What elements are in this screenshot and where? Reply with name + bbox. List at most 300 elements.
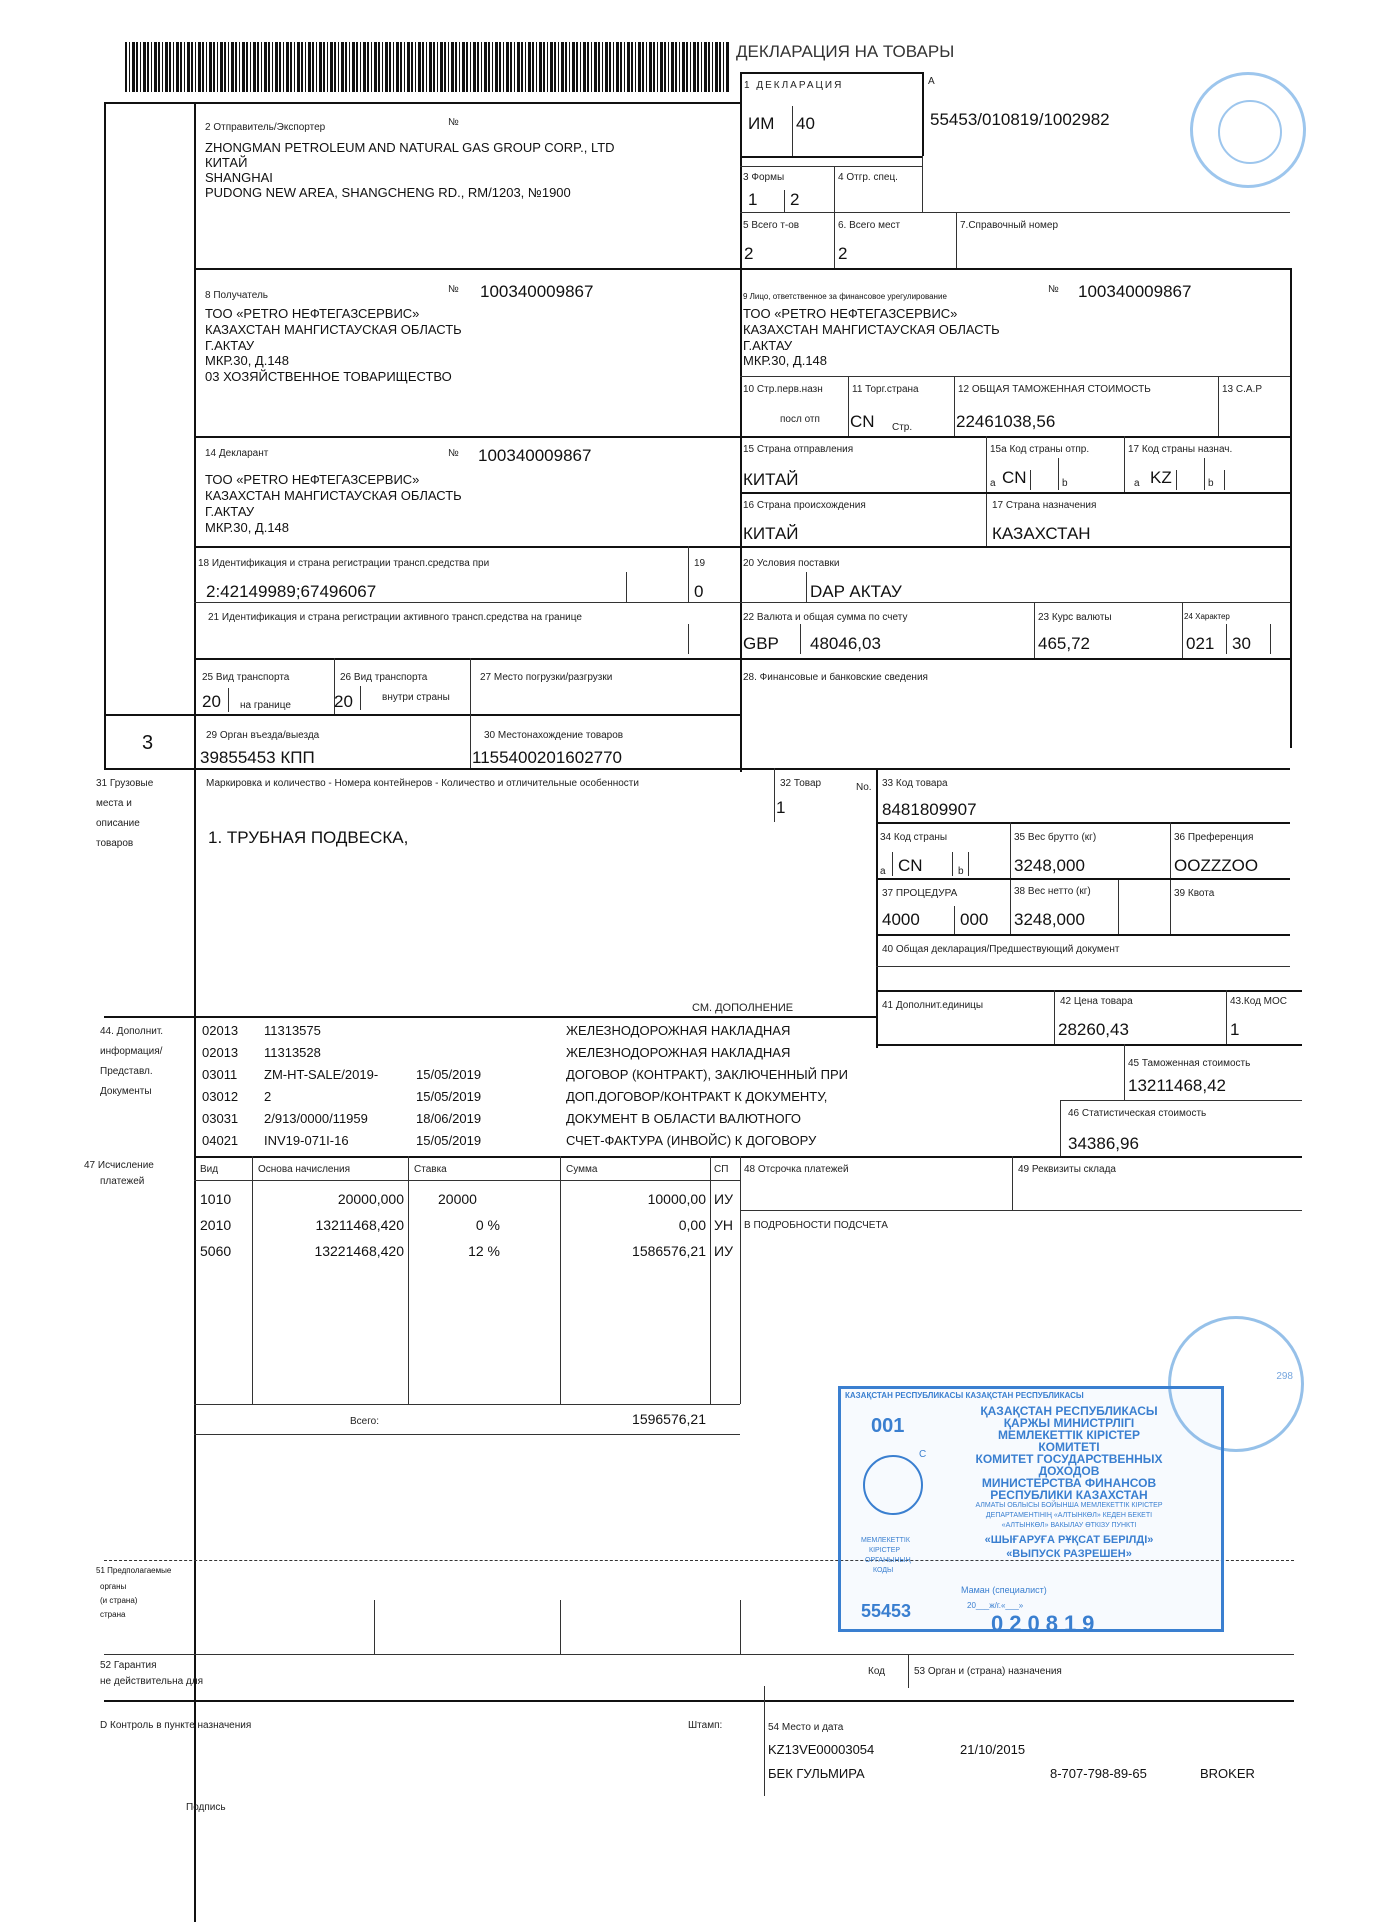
forms-1: 1 [748, 190, 758, 209]
tax-sum: 10000,00 [647, 1191, 706, 1207]
line-52-53 [908, 1654, 909, 1688]
frame-col [194, 102, 196, 1922]
line-41-42 [1054, 990, 1055, 1044]
tax-vid: 1010 [200, 1191, 232, 1207]
invoice-amount: 48046,03 [810, 634, 881, 653]
field-44-label-2: информация/ [100, 1046, 163, 1057]
line-24-tick2 [1270, 624, 1271, 654]
declarant-line-3: Г.АКТАУ [205, 504, 255, 519]
frame-left [104, 102, 106, 768]
field-15-label: 15 Страна отправления [743, 444, 854, 455]
destination-country-code: KZ [1150, 468, 1172, 487]
field-33-label: 33 Код товара [882, 778, 948, 789]
field-18-label: 18 Идентификация и страна регистрации трансп.средства при [198, 558, 490, 569]
tax-col-5 [740, 1156, 741, 1404]
item-price: 28260,43 [1058, 1020, 1129, 1039]
line-15a-tick1 [1030, 470, 1031, 490]
tax-col-4 [710, 1156, 711, 1404]
tax-rate: 12 % [468, 1243, 500, 1259]
net-weight: 3248,000 [1014, 910, 1085, 929]
field-8-label: 8 Получатель [205, 290, 268, 301]
stamp-release-kz: «ШЫҒАРУҒА РҰҚСАТ БЕРІЛДІ» [984, 1534, 1154, 1546]
field-9-label: 9 Лицо, ответственное за финансовое урегулирование [743, 292, 947, 301]
row-48-bottom [740, 1210, 1302, 1211]
financial-line-2: КАЗАХСТАН МАНГИСТАУСКАЯ ОБЛАСТЬ [743, 322, 1000, 337]
field-31-label-4: товаров [96, 838, 134, 849]
line-22-tick [800, 624, 801, 654]
doc-name: ЖЕЛЕЗНОДОРОЖНАЯ НАКЛАДНАЯ [566, 1023, 791, 1038]
field-31-head: Маркировка и количество - Номера контейнеров - Количество и отличительные особенности [206, 778, 639, 789]
field-9-no: № [1048, 284, 1059, 295]
field-32-no: No. [856, 782, 872, 793]
row-16-top [740, 492, 1290, 494]
line-18-tick [626, 572, 627, 602]
field-17a-label: 17 Код страны назнач. [1128, 444, 1233, 455]
valuation-method: 1 [1230, 1020, 1240, 1039]
signature-label: Подпись [186, 1802, 226, 1813]
doc-code: 02013 [202, 1023, 239, 1038]
field-d-label: D Контроль в пункте назначения [100, 1720, 252, 1731]
doc-name: ДОКУМЕНТ В ОБЛАСТИ ВАЛЮТНОГО [566, 1111, 802, 1126]
broker-role: BROKER [1200, 1766, 1255, 1781]
sheet-number: 3 [142, 732, 154, 754]
stamp-ru-line: РЕСПУБЛИКИ КАЗАХСТАН [990, 1488, 1148, 1502]
origin-code: CN [898, 856, 923, 875]
doc-row [202, 1020, 872, 1042]
stamp-code: 001 [871, 1415, 905, 1437]
field-31-label-1: 31 Грузовые [96, 778, 154, 789]
commodity-code: 8481809907 [882, 800, 977, 819]
origin-country: КИТАЙ [743, 524, 799, 543]
stamp-left-line: ОРГАНЫНЫҢ [865, 1557, 911, 1564]
row-40-top [876, 934, 1290, 936]
row-31-top [104, 768, 1290, 770]
doc-date: 15/05/2019 [416, 1089, 482, 1104]
exporter-line-4: PUDONG NEW AREA, SHANGCHENG RD., RM/1203, №1900 [205, 185, 571, 200]
page-title: ДЕКЛАРАЦИЯ НА ТОВАРЫ [736, 42, 955, 61]
frame-top [104, 102, 740, 104]
line-51-b [560, 1600, 561, 1654]
line-42-43 [1226, 990, 1227, 1044]
field-4-label: 4 Отгр. спец. [838, 172, 898, 183]
declarant-line-4: МКР.30, Д.148 [205, 520, 290, 535]
stamp-kz-line: ҚАЗАҚСТАН РЕСПУБЛИКАСЫ [980, 1404, 1158, 1418]
field-11-label: 11 Торг.страна [852, 384, 919, 395]
field-19-label: 19 [694, 558, 706, 569]
field-14-no: № [448, 448, 459, 459]
line-48-49 [1012, 1156, 1013, 1210]
doc-row [202, 1086, 872, 1108]
field-54-label: 54 Место и дата [768, 1722, 844, 1733]
doc-date: 15/05/2019 [416, 1067, 482, 1082]
calculation-note: В ПОДРОБНОСТИ ПОДСЧЕТА [744, 1220, 888, 1231]
line-17a-tick1 [1176, 470, 1177, 490]
doc-row [202, 1042, 872, 1064]
doc-row [202, 1108, 872, 1130]
consignee-line-5: 03 ХОЗЯЙСТВЕННОЕ ТОВАРИЩЕСТВО [205, 369, 452, 384]
stamp-left-line: МЕМЛЕКЕТТІК [861, 1537, 910, 1544]
doc-number: 2 [264, 1089, 272, 1104]
f1-box-right [922, 72, 924, 156]
tax-vid: 2010 [200, 1217, 232, 1233]
row-37-top [876, 878, 1290, 880]
line-34-tick3 [968, 852, 969, 876]
line-20-tick [806, 572, 807, 602]
line-21-tick [688, 624, 689, 654]
frame-mid [740, 72, 742, 772]
stamp-kz-line: ҚАРЖЫ МИНИСТРЛІГІ [1003, 1416, 1135, 1430]
field-12-label: 12 ОБЩАЯ ТАМОЖЕННАЯ СТОИМОСТЬ [958, 384, 1151, 395]
dispatch-country-code: CN [1002, 468, 1027, 487]
tax-head-sp: СП [714, 1164, 729, 1175]
customs-value: 13211468,42 [1128, 1076, 1227, 1095]
tax-head-base: Основа начисления [258, 1164, 350, 1175]
field-52-kod: Код [868, 1666, 886, 1677]
stamp-ru-line: ДОХОДОВ [1038, 1464, 1100, 1478]
row-41-top [876, 990, 1302, 992]
stamp-number: 020819 [991, 1611, 1101, 1636]
row-25-top [194, 658, 1290, 660]
stamp-release-ru: «ВЫПУСК РАЗРЕШЕН» [1006, 1548, 1132, 1560]
doc-code: 03012 [202, 1089, 239, 1104]
tax-sp: УН [714, 1217, 734, 1233]
tax-base: 13221468,420 [314, 1243, 404, 1259]
tax-head-line [194, 1180, 740, 1181]
stamp-left-line: КОДЫ [873, 1567, 894, 1574]
field-2-no: № [448, 117, 459, 128]
row-47-top [194, 1156, 1302, 1158]
line-3-4 [834, 166, 835, 270]
field-47-label-1: 47 Исчисление [84, 1160, 154, 1171]
field-47-label-2: платежей [100, 1176, 145, 1187]
row-8-top [194, 268, 1290, 270]
field-53-label: 53 Орган и (страна) назначения [914, 1666, 1062, 1677]
row-44-top [104, 1016, 876, 1018]
stamp-post: 55453 [861, 1601, 912, 1621]
field-2-label: 2 Отправитель/Экспортер [205, 122, 326, 133]
field-23-label: 23 Курс валюты [1038, 612, 1112, 623]
row-43-bottom [876, 1044, 1302, 1046]
doc-code: 03011 [202, 1067, 238, 1082]
stamp-kz-line: МЕМЛЕКЕТТІК КІРІСТЕР [997, 1428, 1141, 1442]
doc-number: 11313528 [264, 1045, 321, 1060]
stamp-dept-line: «АЛТЫНКӨЛ» ВАКЫЛАУ ӨТКІЗУ ПУНКТІ [1001, 1522, 1137, 1529]
line-37-tick [954, 906, 955, 934]
line-34-tick2 [952, 852, 953, 876]
field-11-sub: Стр. [892, 422, 913, 433]
doc-code: 02013 [202, 1045, 239, 1060]
field-49-label: 49 Реквизиты склада [1018, 1164, 1116, 1175]
doc-code: 03031 [202, 1111, 239, 1126]
field-37-label: 37 ПРОЦЕДУРА [882, 888, 958, 899]
field-8-no: № [448, 284, 459, 295]
line-d-54 [764, 1686, 765, 1796]
field-26-label: 26 Вид транспорта [340, 672, 428, 683]
total-items: 2 [744, 244, 754, 263]
tax-total: 1596576,21 [632, 1411, 706, 1427]
financial-line-1: ТОО «PETRO НЕФТЕГАЗСЕРВИС» [743, 306, 958, 321]
field-51-label-3: (и страна) [100, 1596, 138, 1605]
consignee-line-3: Г.АКТАУ [205, 338, 255, 353]
tax-rate: 20000 [438, 1191, 477, 1207]
field-38-label: 38 Вес нетто (кг) [1014, 886, 1091, 897]
release-stamp [838, 1386, 1224, 1636]
row-54-top [104, 1700, 1294, 1702]
field-14-label: 14 Декларант [205, 448, 269, 459]
stamp-kz-line: КОМИТЕТІ [1038, 1440, 1100, 1454]
gross-weight: 3248,000 [1014, 856, 1085, 875]
line-17a-tick2 [1204, 458, 1205, 490]
doc-name: СЧЕТ-ФАКТУРА (ИНВОЙС) К ДОГОВОРУ [566, 1133, 817, 1148]
line-23-24 [1182, 602, 1183, 658]
documents-list [202, 1020, 872, 1152]
barcode [125, 42, 730, 92]
tax-col-3 [560, 1156, 561, 1404]
stamp-top-text: КАЗАҚСТАН РЕСПУБЛИКАСЫ КАЗАҚСТАН РЕСПУБЛИКАСЫ [845, 1391, 1084, 1400]
field-25-sub: на границе [240, 700, 291, 711]
line-46-left [1060, 1100, 1061, 1156]
consignee-line-2: КАЗАХСТАН МАНГИСТАУСКАЯ ОБЛАСТЬ [205, 322, 462, 337]
entry-office: 39855453 КПП [200, 748, 315, 767]
financial-line-3: Г.АКТАУ [743, 338, 793, 353]
line-5-top [740, 212, 1290, 213]
doc-number: ZM-HT-SALE/2019- [264, 1067, 379, 1082]
row-52-top [104, 1654, 1294, 1655]
stamp-specialist: Маман (специалист) [961, 1585, 1047, 1595]
tax-head-sum: Сумма [566, 1164, 598, 1175]
destination-country: КАЗАХСТАН [992, 524, 1091, 543]
declarant-bin: 100340009867 [478, 446, 592, 465]
field-39-label: 39 Квота [1174, 888, 1215, 899]
line-51-c [740, 1600, 741, 1654]
field-26-sub: внутри страны [382, 692, 450, 703]
line-18-19 [688, 546, 689, 602]
stamp-left-line: КІРІСТЕР [869, 1547, 901, 1554]
row-14-top [194, 436, 1290, 438]
doc-date: 15/05/2019 [416, 1133, 482, 1148]
emblem-icon [863, 1455, 923, 1515]
row-46-top [1060, 1100, 1302, 1101]
registration-number: 55453/010819/1002982 [930, 110, 1110, 129]
line-38-tick [1118, 880, 1119, 934]
line-15a-tick2 [1058, 458, 1059, 490]
field-34-label: 34 Код страны [880, 832, 948, 843]
tax-head-vid: Вид [200, 1164, 219, 1175]
stamp-label: Штамп: [688, 1720, 723, 1731]
tax-total-label: Всего: [350, 1416, 379, 1427]
broker-certificate: KZ13VE00003054 [768, 1742, 875, 1757]
addendum-note: СМ. ДОПОЛНЕНИЕ [692, 1002, 794, 1014]
field-32-label: 32 Товар [780, 778, 822, 789]
field-41-label: 41 Дополнит.единицы [882, 1000, 984, 1011]
row-18-top [194, 546, 1290, 548]
line-15-15a [986, 436, 987, 546]
line-45-left [1124, 1044, 1125, 1100]
row-21-top [194, 602, 1290, 603]
transaction-nature-1: 021 [1186, 634, 1215, 653]
field-a-label: A [928, 76, 935, 87]
emblem-icon [1218, 100, 1282, 164]
field-35-label: 35 Вес брутто (кг) [1014, 832, 1097, 843]
line-3-top [740, 166, 922, 167]
line-31-32 [774, 768, 775, 822]
goods-description: 1. ТРУБНАЯ ПОДВЕСКА, [208, 828, 409, 847]
field-46-label: 46 Статистическая стоимость [1068, 1108, 1207, 1119]
exporter-line-1: ZHONGMAN PETROLEUM AND NATURAL GAS GROUP CORP., LTD [205, 140, 615, 155]
field-24-label: 24 Характер [1184, 612, 1230, 621]
declaration-type: ИМ [748, 114, 775, 133]
doc-number: INV19-071I-16 [264, 1133, 349, 1148]
procedure-sub: 000 [960, 910, 989, 929]
broker-phone: 8-707-798-89-65 [1050, 1766, 1147, 1781]
financial-bin: 100340009867 [1078, 282, 1192, 301]
field-44-label-4: Документы [100, 1086, 152, 1097]
field-42-label: 42 Цена товара [1060, 996, 1133, 1007]
field-7-label: 7.Справочный номер [960, 220, 1059, 231]
line-32-33 [876, 768, 878, 1048]
border-transport-mode: 20 [202, 692, 221, 711]
consignee-line-4: МКР.30, Д.148 [205, 353, 290, 368]
field-45-label: 45 Таможенная стоимость [1128, 1058, 1251, 1069]
field-30-label: 30 Местонахождение товаров [484, 730, 624, 741]
doc-number: 2/913/0000/11959 [264, 1111, 368, 1126]
row-34-top [876, 822, 1290, 824]
item-number: 1 [776, 798, 786, 817]
dispatch-country: КИТАЙ [743, 470, 799, 489]
field-5-label: 5 Всего т-ов [743, 220, 800, 231]
line-22-23 [1034, 602, 1035, 658]
doc-name: ЖЕЛЕЗНОДОРОЖНАЯ НАКЛАДНАЯ [566, 1045, 791, 1060]
line-25-tick [228, 688, 229, 712]
container-flag: 0 [694, 582, 704, 601]
total-customs-value: 22461038,56 [956, 412, 1056, 431]
stamp-corner-number: 298 [1276, 1371, 1293, 1382]
tax-total-line [194, 1404, 740, 1405]
tax-bottom-line [194, 1434, 740, 1435]
field-44-label-1: 44. Дополнит. [100, 1026, 164, 1037]
tax-rate: 0 % [475, 1217, 500, 1233]
line-51-a [374, 1600, 375, 1654]
field-3-label: 3 Формы [743, 172, 785, 183]
consignee-line-1: ТОО «PETRO НЕФТЕГАЗСЕРВИС» [205, 306, 420, 321]
doc-date: 18/06/2019 [416, 1111, 482, 1126]
procedure-code: 4000 [882, 910, 920, 929]
line-17a-tick3 [1224, 470, 1225, 490]
line-24-tick [1226, 624, 1227, 654]
field-17-label: 17 Страна назначения [992, 500, 1097, 511]
forms-2: 2 [790, 190, 800, 209]
stamp-dept-line: ДЕПАРТАМЕНТІНІҢ «АЛТЫНКӨЛ» КЕДЕН БЕКЕТІ [985, 1512, 1153, 1519]
stamp-c: C [919, 1449, 927, 1460]
line-29-30 [470, 714, 471, 768]
doc-row [202, 1064, 872, 1086]
tax-base: 13211468,420 [315, 1217, 404, 1233]
field-13-label: 13 С.А.Р [1222, 384, 1263, 395]
goods-location: 1155400201602770 [472, 748, 623, 767]
stamp-ru-line: МИНИСТЕРСТВА ФИНАНСОВ [981, 1476, 1157, 1490]
exchange-rate: 465,72 [1038, 634, 1090, 653]
transaction-nature-2: 30 [1232, 634, 1251, 653]
line-26-tick [360, 686, 361, 710]
f1-divider [792, 106, 793, 156]
f1-box-bottom [740, 156, 922, 158]
stamp-text-block [929, 1405, 1209, 1561]
tax-sp: ИУ [714, 1243, 733, 1259]
f1-box-top [740, 72, 922, 74]
field-15a-label: 15а Код страны отпр. [990, 444, 1090, 455]
doc-name: ДОГОВОР (КОНТРАКТ), ЗАКЛЮЧЕННЫЙ ПРИ [566, 1067, 848, 1082]
field-51-label-2: органы [100, 1582, 127, 1591]
consignee-bin: 100340009867 [480, 282, 594, 301]
field-48-label: 48 Отсрочка платежей [744, 1164, 849, 1175]
field-10-sub: посл отп [780, 414, 820, 425]
doc-row [202, 1130, 872, 1152]
stamp-ru-line: КОМИТЕТ ГОСУДАРСТВЕННЫХ [975, 1452, 1163, 1466]
tax-col-1 [252, 1156, 253, 1404]
financial-line-4: МКР.30, Д.148 [743, 353, 828, 368]
tax-sp: ИУ [714, 1191, 733, 1207]
preference-code: OOZZZOO [1174, 856, 1259, 875]
tax-vid: 5060 [200, 1243, 232, 1259]
row-29-top [104, 714, 740, 716]
total-places: 2 [838, 244, 848, 263]
field-51-label-1: 51 Предполагаемые [96, 1566, 172, 1575]
field-15a-a: a [990, 478, 996, 489]
doc-code: 04021 [202, 1133, 239, 1148]
forms-divider [784, 190, 785, 212]
field-34-a: a [880, 866, 886, 877]
trade-country: CN [850, 412, 875, 431]
line-11-12 [954, 376, 955, 436]
declarant-line-2: КАЗАХСТАН МАНГИСТАУСКАЯ ОБЛАСТЬ [205, 488, 462, 503]
field-52-label-1: 52 Гарантия [100, 1660, 157, 1671]
tax-col-2 [408, 1156, 409, 1404]
field-1-label: 1 ДЕКЛАРАЦИЯ [744, 80, 844, 91]
field-31-label-2: места и [96, 798, 132, 809]
field-25-label: 25 Вид транспорта [202, 672, 290, 683]
invoice-currency: GBP [743, 634, 779, 653]
field-15a-b: b [1062, 478, 1068, 489]
field-36-label: 36 Преференция [1174, 832, 1254, 843]
line-10-11 [848, 376, 849, 436]
tax-sum: 0,00 [678, 1217, 706, 1233]
doc-name: ДОП.ДОГОВОР/КОНТРАКТ К ДОКУМЕНТУ, [566, 1089, 828, 1104]
field-44-label-3: Представл. [100, 1066, 153, 1077]
field-29-label: 29 Орган въезда/выезда [206, 730, 320, 741]
row-10-top [740, 376, 1290, 377]
field-52-label-2: не действительна для [100, 1676, 204, 1687]
field-17a-a: a [1134, 478, 1140, 489]
field-17a-b: b [1208, 478, 1214, 489]
round-stamp-top [1190, 72, 1306, 188]
line-12-13 [1218, 376, 1219, 436]
field-16-label: 16 Страна происхождения [743, 500, 866, 511]
line-15a-17a [1124, 436, 1125, 492]
statistical-value: 34386,96 [1068, 1134, 1139, 1153]
exporter-line-3: SHANGHAI [205, 170, 273, 185]
field-40-label: 40 Общая декларация/Предшествующий документ [882, 944, 1120, 955]
field-20-label: 20 Условия поставки [743, 558, 840, 569]
broker-date: 21/10/2015 [960, 1742, 1026, 1757]
doc-number: 11313575 [264, 1023, 321, 1038]
inland-transport-mode: 20 [334, 692, 353, 711]
field-10-label: 10 Стр.перв.назн [743, 384, 823, 395]
line-40-tick [876, 966, 1290, 967]
field-27-label: 27 Место погрузки/разгрузки [480, 672, 613, 683]
delivery-terms: DAP АКТАУ [810, 582, 902, 601]
field-6-label: 6. Всего мест [838, 220, 901, 231]
field-31-label-3: описание [96, 818, 140, 829]
